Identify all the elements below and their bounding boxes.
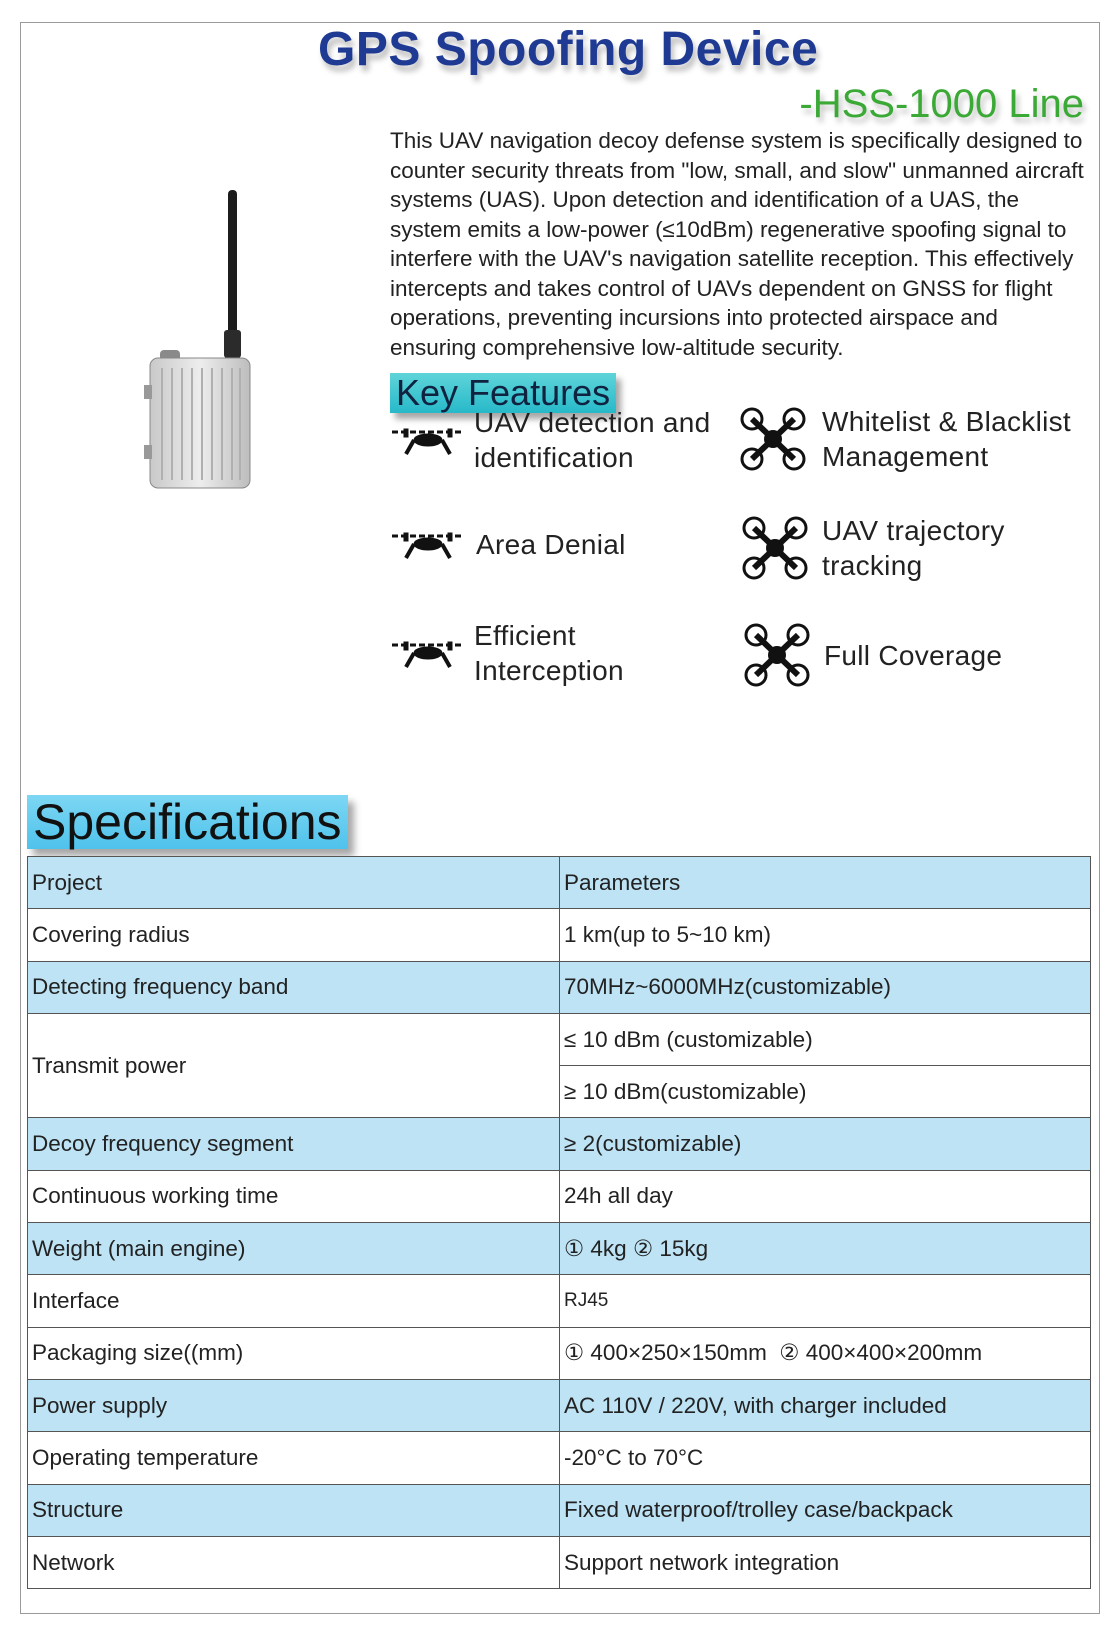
row-value: ≥ 2(customizable) xyxy=(560,1118,1091,1170)
product-line-subtitle: -HSS-1000 Line xyxy=(799,82,1084,126)
table-row xyxy=(28,1484,1091,1536)
row-value: 24h all day xyxy=(560,1170,1091,1222)
table-row xyxy=(28,1536,1091,1588)
specifications-heading: Specifications xyxy=(27,795,348,849)
fixed-wing-drone-icon xyxy=(390,524,466,564)
feature-line2: tracking xyxy=(822,550,923,581)
row-label: Interface xyxy=(28,1275,560,1327)
table-row xyxy=(28,1379,1091,1431)
feature-whitelist-blacklist xyxy=(738,404,1071,474)
row-value: ① 4kg ② 15kg xyxy=(560,1223,1091,1275)
feature-full-coverage xyxy=(742,622,1002,688)
fixed-wing-drone-icon xyxy=(390,420,466,460)
row-label: Detecting frequency band xyxy=(28,961,560,1013)
table-row xyxy=(28,1118,1091,1170)
feature-line2: Interception xyxy=(474,655,624,686)
feature-line2: Management xyxy=(822,441,989,472)
feature-uav-detection xyxy=(390,405,711,475)
row-label: Continuous working time xyxy=(28,1170,560,1222)
row-label: Operating temperature xyxy=(28,1432,560,1484)
table-row xyxy=(28,1327,1091,1379)
row-value: AC 110V / 220V, with charger included xyxy=(560,1379,1091,1431)
product-description: This UAV navigation decoy defense system is specifically designed to counter security threats from "low, small, and slow" unmanned aircraft systems (UAS). Upon detection and identification of a UAS, the system emits a low-power (≤10dBm) regenerative spoofing signal to interfere with the UAV's navigation satellite reception. This effectively intercepts and takes control of UAVs dependent on GNSS for flight operations, preventing incursions into protected airspace and ensuring comprehensive low-altitude security. xyxy=(390,128,1084,360)
device-image xyxy=(140,190,270,510)
feature-efficient-interception xyxy=(390,618,624,688)
row-label: Covering radius xyxy=(28,909,560,961)
row-label: Decoy frequency segment xyxy=(28,1118,560,1170)
row-value: ① 400×250×150mm ② 400×400×200mm xyxy=(560,1327,1091,1379)
table-row xyxy=(28,961,1091,1013)
row-label: Packaging size((mm) xyxy=(28,1327,560,1379)
page-title: GPS Spoofing Device xyxy=(318,23,819,76)
row-label: Power supply xyxy=(28,1379,560,1431)
row-label: Structure xyxy=(28,1484,560,1536)
table-row xyxy=(28,1275,1091,1327)
row-value: ≥ 10 dBm(customizable) xyxy=(560,1066,1091,1118)
row-value: 70MHz~6000MHz(customizable) xyxy=(560,961,1091,1013)
quadcopter-icon xyxy=(738,406,808,472)
row-value: Fixed waterproof/trolley case/backpack xyxy=(560,1484,1091,1536)
row-value: Support network integration xyxy=(560,1536,1091,1588)
header-project: Project xyxy=(28,857,560,909)
row-value: ≤ 10 dBm (customizable) xyxy=(560,1013,1091,1065)
fixed-wing-drone-icon xyxy=(390,633,466,673)
quadcopter-icon xyxy=(742,622,812,688)
feature-line1: Whitelist & Blacklist xyxy=(822,406,1072,437)
table-header-row xyxy=(28,857,1091,909)
feature-line1: Full Coverage xyxy=(824,639,1003,671)
specifications-table xyxy=(27,856,1091,1589)
row-label: Transmit power xyxy=(28,1013,560,1118)
row-label: Weight (main engine) xyxy=(28,1223,560,1275)
feature-trajectory-tracking xyxy=(740,513,1005,583)
row-label: Network xyxy=(28,1536,560,1588)
feature-line1: Efficient xyxy=(474,620,576,651)
feature-line1: UAV trajectory xyxy=(822,515,1005,546)
key-features-heading: Key Features xyxy=(390,373,616,413)
table-row xyxy=(28,1223,1091,1275)
row-value: RJ45 xyxy=(560,1275,1091,1327)
feature-line2: identification xyxy=(474,442,634,473)
table-row xyxy=(28,909,1091,961)
table-row xyxy=(28,1170,1091,1222)
feature-area-denial xyxy=(390,524,626,564)
table-row xyxy=(28,1013,1091,1065)
table-row xyxy=(28,1432,1091,1484)
feature-line1: Area Denial xyxy=(476,528,626,560)
feature-line1: UAV detection and xyxy=(474,407,711,438)
quadcopter-icon xyxy=(740,515,810,581)
row-value: 1 km(up to 5~10 km) xyxy=(560,909,1091,961)
header-parameters: Parameters xyxy=(560,857,1091,909)
row-value: -20°C to 70°C xyxy=(560,1432,1091,1484)
